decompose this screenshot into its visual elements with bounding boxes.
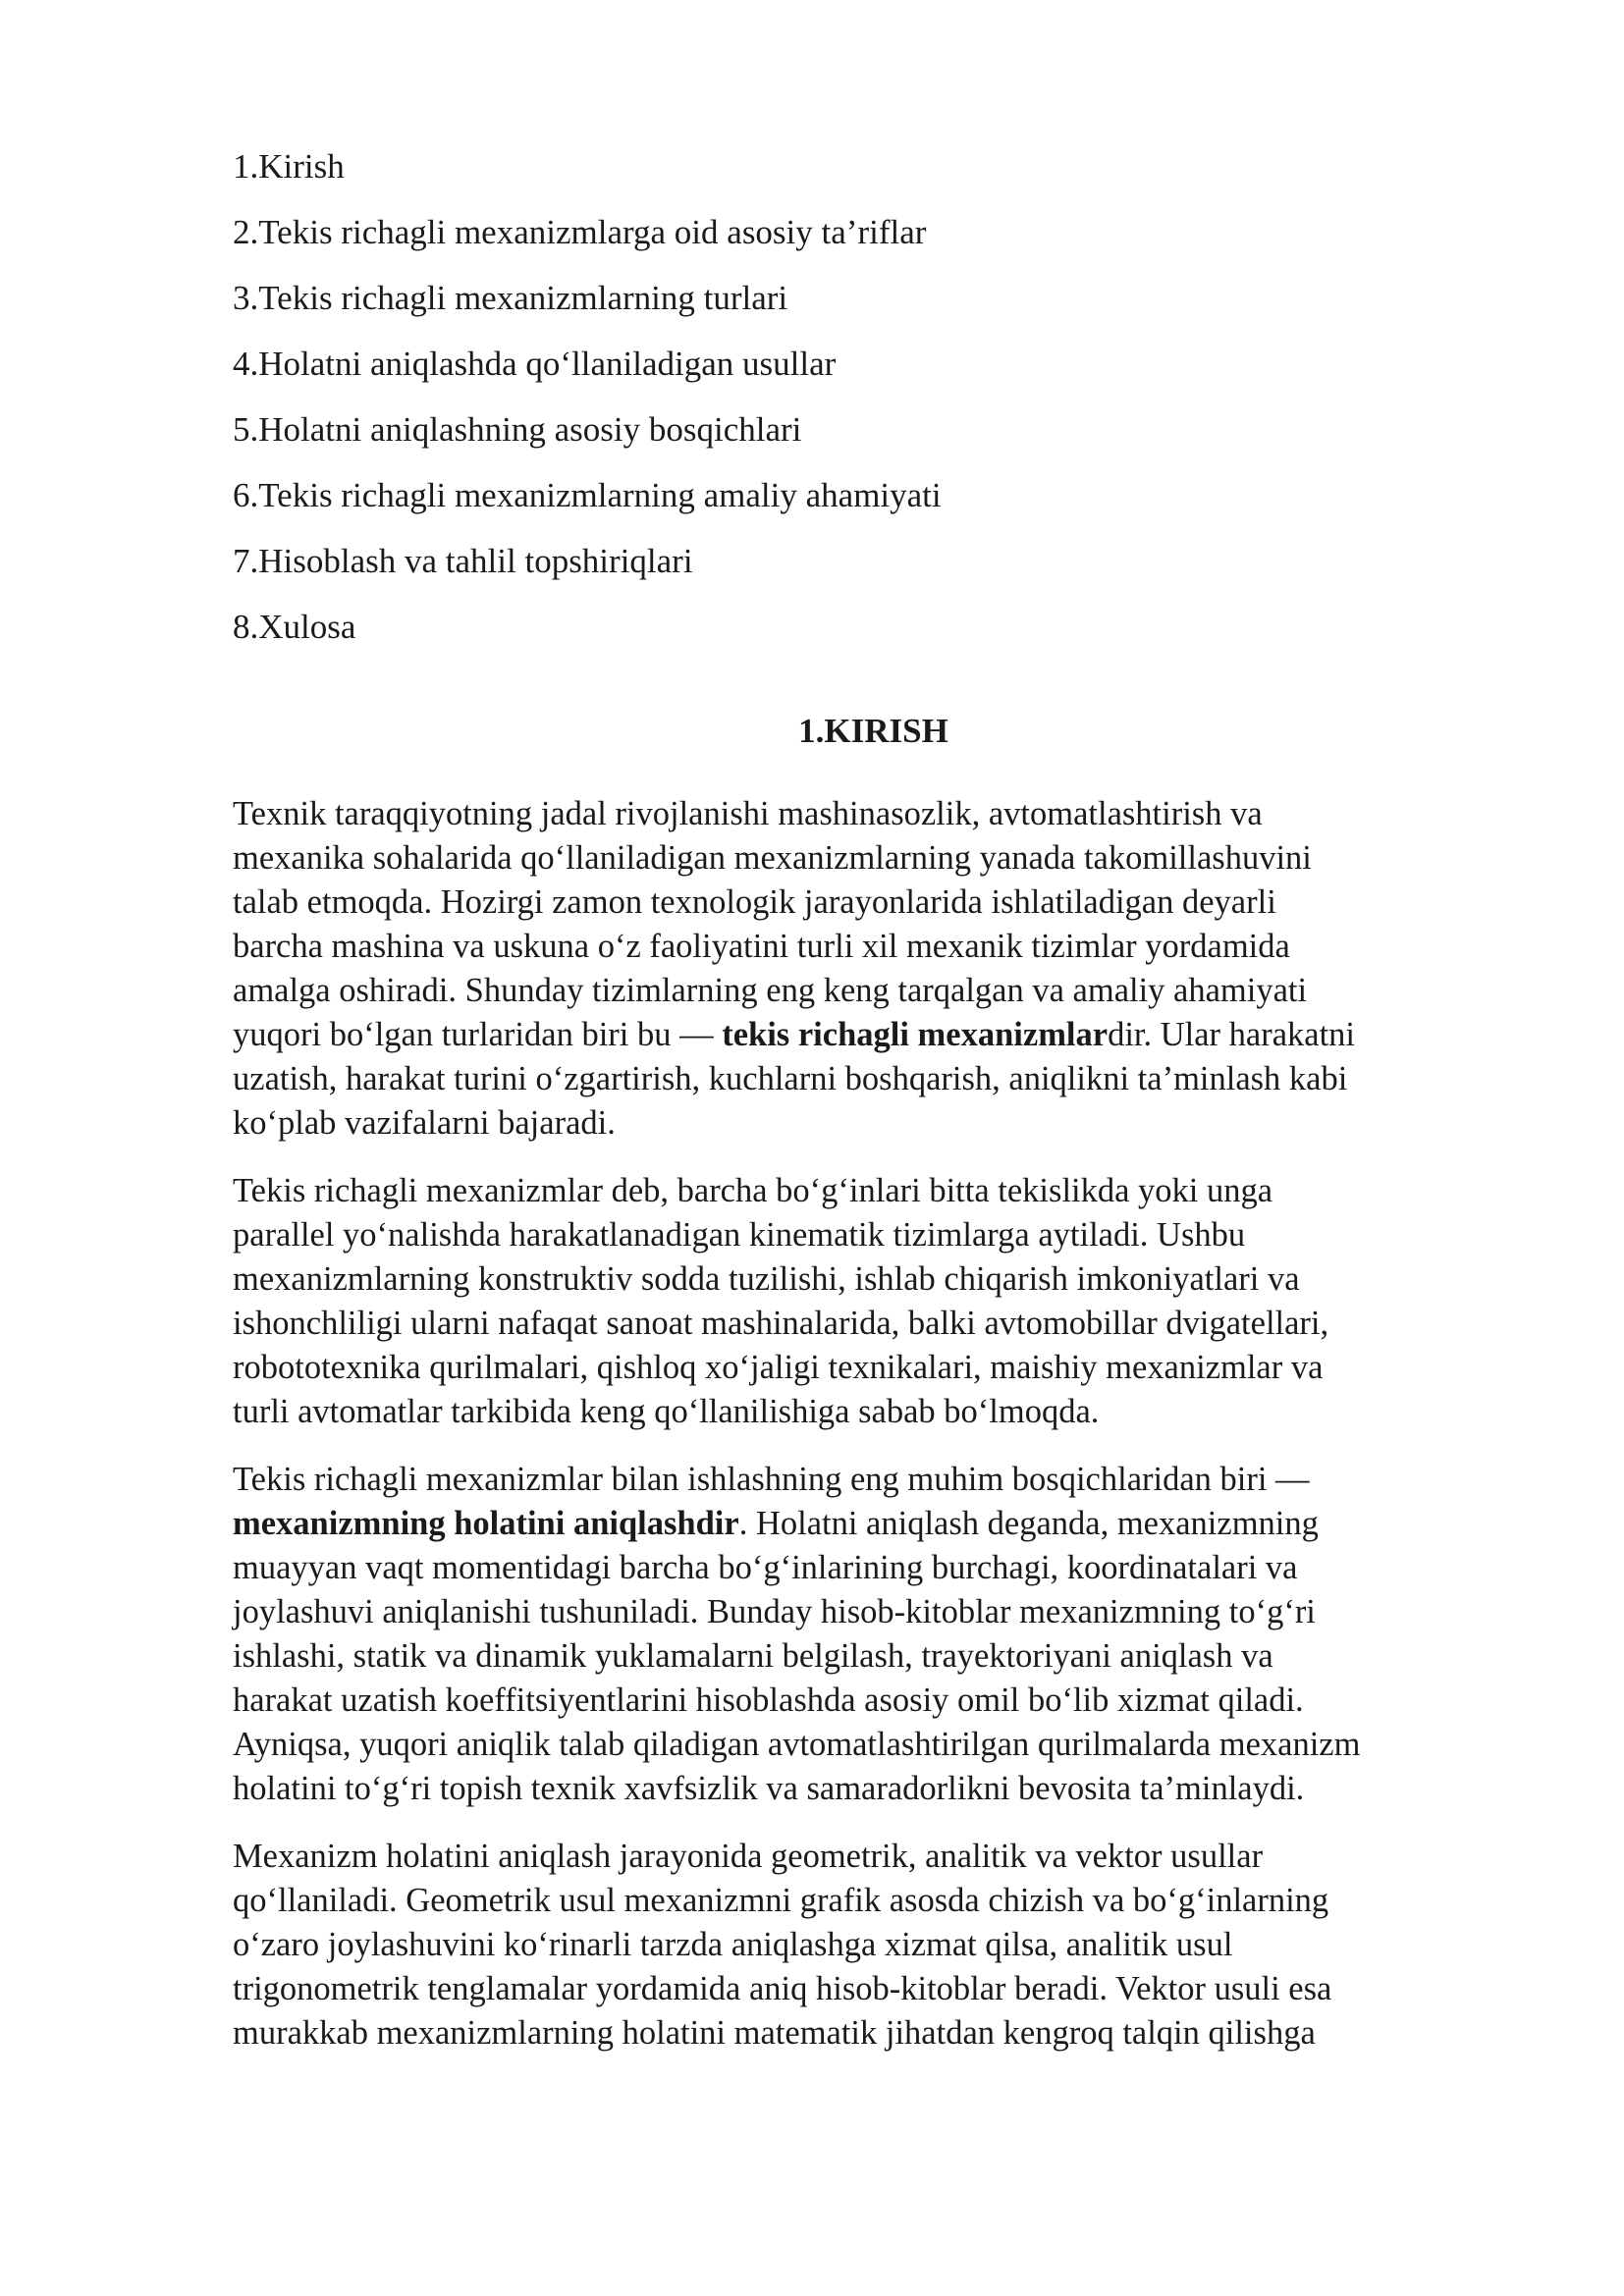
toc-item: 7.Hisoblash va tahlil topshiriqlari xyxy=(233,542,693,580)
table-of-contents xyxy=(233,147,1529,647)
text-run: joylashuvi aniqlanishi tushuniladi. Bunday hisob-kitoblar mexanizmning to‘g‘ri xyxy=(233,1593,1316,1630)
text-run: barcha mashina va uskuna o‘z faoliyatini turli xil mexanik tizimlar yordamida xyxy=(233,928,1290,965)
text-run: Tekis richagli mexanizmlar bilan ishlashning eng muhim bosqichlaridan biri — xyxy=(233,1461,1310,1498)
text-run: robototexnika qurilmalari, qishloq xo‘jaligi texnikalari, maishiy mexanizmlar va xyxy=(233,1349,1324,1386)
text-run: ishlashi, statik va dinamik yuklamalarni belgilash, trayektoriyani aniqlash va xyxy=(233,1637,1273,1675)
text-run: ishonchliligi ularni nafaqat sanoat mashinalarida, balki avtomobillar dvigatellari, xyxy=(233,1305,1329,1342)
text-run: Texnik taraqqiyotning jadal rivojlanishi mashinasozlik, avtomatlashtirish va xyxy=(233,795,1263,832)
text-run: qo‘llaniladi. Geometrik usul mexanizmni grafik asosda chizish va bo‘g‘inlarning xyxy=(233,1882,1329,1919)
paragraph xyxy=(233,1458,1529,1811)
text-run: ko‘plab vazifalarni bajaradi. xyxy=(233,1104,616,1142)
bold-text: tekis richagli mexanizmlar xyxy=(722,1016,1109,1053)
toc-item: 2.Tekis richagli mexanizmlarga oid asosiy ta’riflar xyxy=(233,213,927,251)
text-run: muayyan vaqt momentidagi barcha bo‘g‘inlarining burchagi, koordinatalari va xyxy=(233,1549,1298,1586)
paragraph xyxy=(233,792,1529,1146)
text-run: yuqori bo‘lgan turlaridan biri bu — xyxy=(233,1016,723,1053)
body-text xyxy=(233,792,1529,2056)
text-run: trigonometrik tenglamalar yordamida aniq hisob-kitoblar beradi. Vektor usuli esa xyxy=(233,1970,1332,2007)
document-page xyxy=(233,147,1529,2079)
text-run: dir. Ular harakatni xyxy=(1108,1016,1356,1053)
toc-item: 1.Kirish xyxy=(233,147,345,186)
text-run: Tekis richagli mexanizmlar deb, barcha bo‘g‘inlari bitta tekislikda yoki unga xyxy=(233,1172,1273,1209)
text-run: murakkab mexanizmlarning holatini matematik jihatdan kengroq talqin qilishga xyxy=(233,2014,1316,2052)
paragraph xyxy=(233,1835,1529,2056)
toc-item: 4.Holatni aniqlashda qo‘llaniladigan usullar xyxy=(233,345,837,383)
text-run: mexanizmlarning konstruktiv sodda tuzilishi, ishlab chiqarish imkoniyatlari va xyxy=(233,1260,1300,1298)
text-run: talab etmoqda. Hozirgi zamon texnologik jarayonlarida ishlatiladigan deyarli xyxy=(233,883,1276,921)
section-title: 1.KIRISH xyxy=(798,712,948,750)
toc-item: 3.Tekis richagli mexanizmlarning turlari xyxy=(233,279,788,317)
text-run: amalga oshiradi. Shunday tizimlarning eng keng tarqalgan va amaliy ahamiyati xyxy=(233,972,1308,1009)
text-run: . Holatni aniqlash deganda, mexanizmning xyxy=(738,1505,1319,1542)
text-run: holatini to‘g‘ri topish texnik xavfsizlik va samaradorlikni bevosita ta’minlaydi. xyxy=(233,1770,1305,1807)
text-run: o‘zaro joylashuvini ko‘rinarli tarzda aniqlashga xizmat qilsa, analitik usul xyxy=(233,1926,1233,1963)
toc-item: 8.Xulosa xyxy=(233,608,356,646)
text-run: mexanika sohalarida qo‘llaniladigan mexanizmlarning yanada takomillashuvini xyxy=(233,839,1312,877)
text-run: Ayniqsa, yuqori aniqlik talab qiladigan avtomatlashtirilgan qurilmalarda mexanizm xyxy=(233,1726,1361,1763)
paragraph xyxy=(233,1169,1529,1434)
text-run: turli avtomatlar tarkibida keng qo‘llanilishiga sabab bo‘lmoqda. xyxy=(233,1393,1100,1430)
toc-item: 6.Tekis richagli mexanizmlarning amaliy ahamiyati xyxy=(233,476,942,514)
text-run: parallel yo‘nalishda harakatlanadigan kinematik tizimlarga aytiladi. Ushbu xyxy=(233,1216,1246,1254)
text-run: harakat uzatish koeffitsiyentlarini hisoblashda asosiy omil bo‘lib xizmat qiladi. xyxy=(233,1682,1304,1719)
toc-item: 5.Holatni aniqlashning asosiy bosqichlari xyxy=(233,410,802,449)
bold-text: mexanizmning holatini aniqlashdir xyxy=(233,1505,739,1542)
text-run: Mexanizm holatini aniqlash jarayonida geometrik, analitik va vektor usullar xyxy=(233,1838,1264,1875)
text-run: uzatish, harakat turini o‘zgartirish, kuchlarni boshqarish, aniqlikni ta’minlash kabi xyxy=(233,1060,1348,1097)
